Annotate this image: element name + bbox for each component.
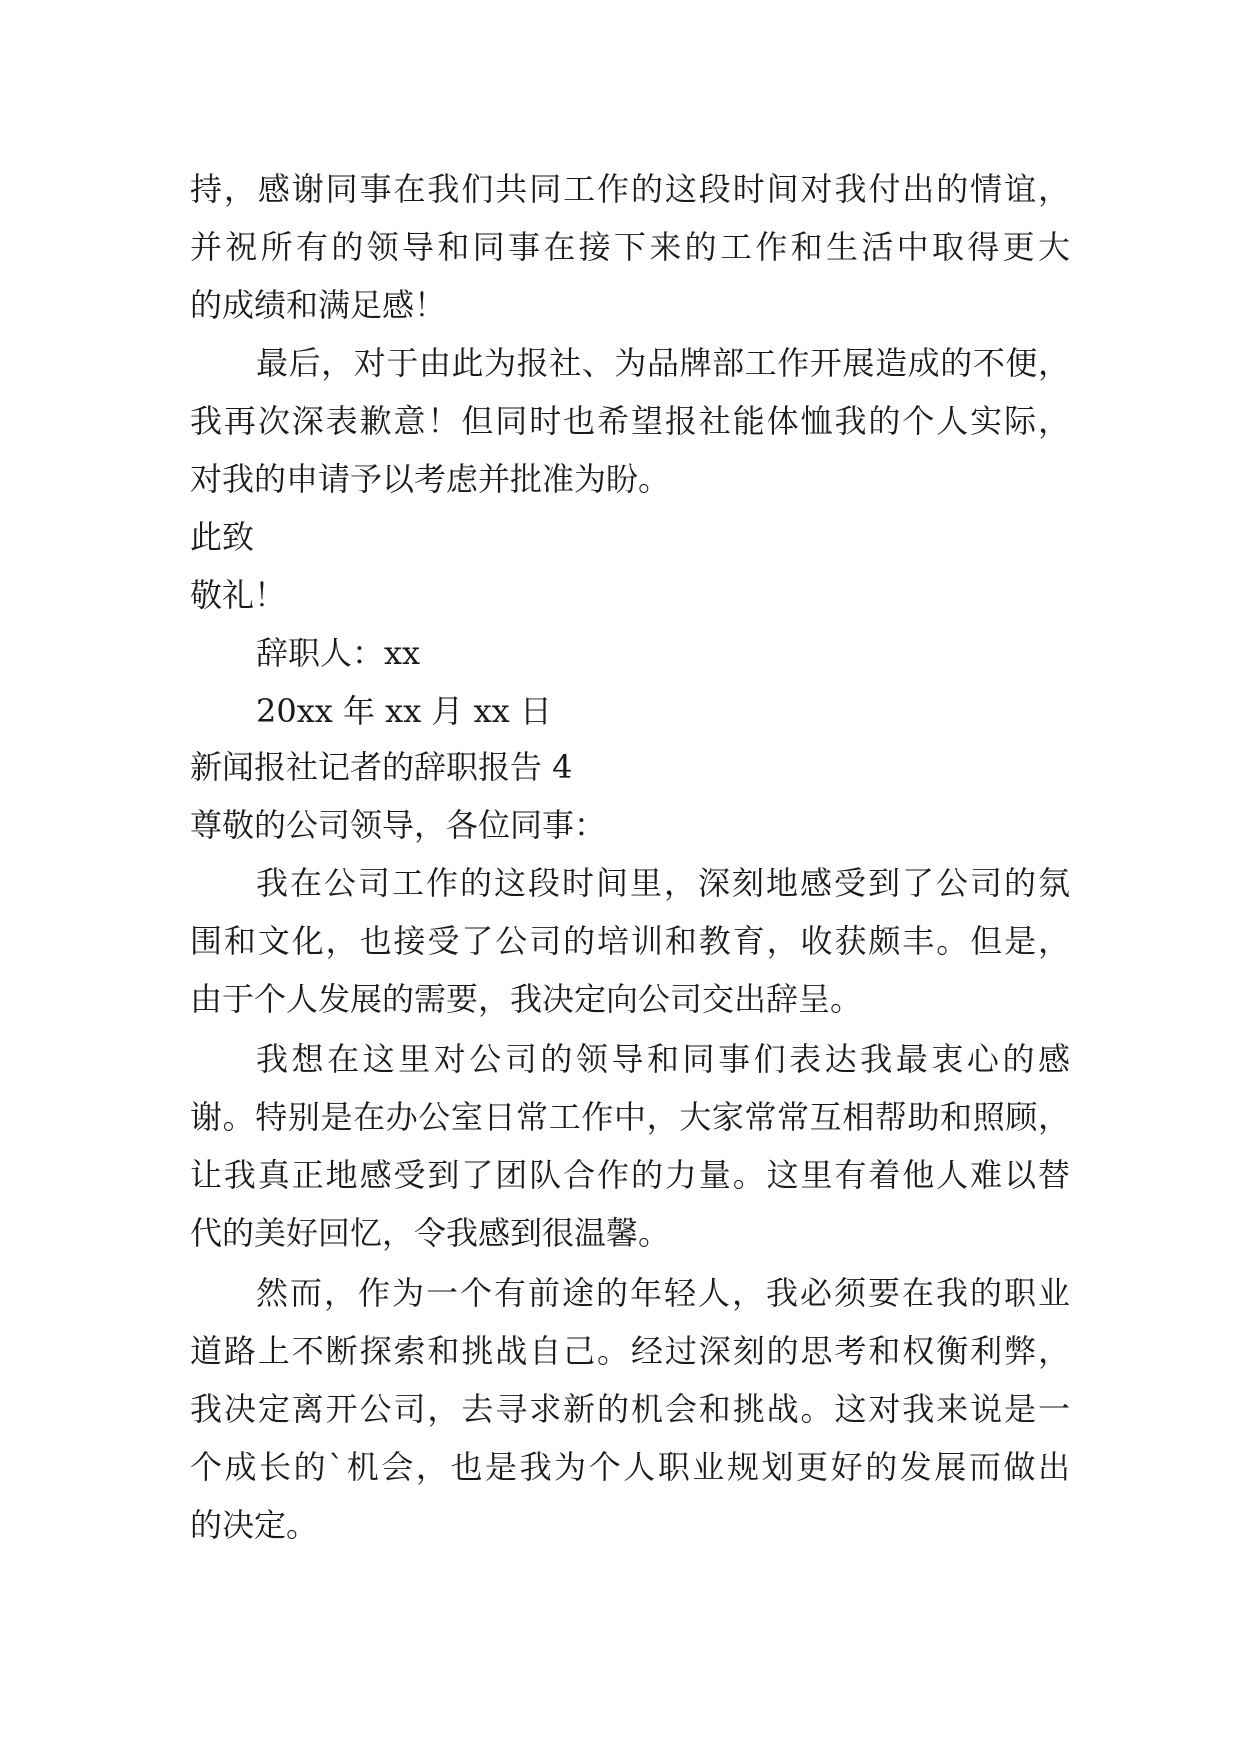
greeting: 尊敬的公司领导，各位同事： — [190, 806, 607, 844]
paragraph-line: 最后，对于由此为报社、为品牌部工作开展造成的不便， — [256, 344, 1070, 382]
paragraph-line: 并祝所有的领导和同事在接下来的工作和生活中取得更大 — [190, 228, 1070, 266]
paragraph-line: 的成绩和满足感！ — [190, 286, 447, 324]
paragraph-line: 个成长的`机会，也是我为个人职业规划更好的发展而做出 — [190, 1448, 1070, 1486]
paragraph-line: 代的美好回忆，令我感到很温馨。 — [190, 1214, 671, 1252]
paragraph-line: 我在公司工作的这段时间里，深刻地感受到了公司的氛 — [256, 864, 1070, 902]
closing-regards: 敬礼！ — [190, 576, 287, 614]
paragraph-line: 围和文化，也接受了公司的培训和教育，收获颇丰。但是， — [190, 922, 1070, 960]
paragraph-line: 然而，作为一个有前途的年轻人，我必须要在我的职业 — [256, 1274, 1070, 1312]
paragraph-line: 让我真正地感受到了团队合作的力量。这里有着他人难以替 — [190, 1156, 1070, 1194]
paragraph-line: 我决定离开公司，去寻求新的机会和挑战。这对我来说是一 — [190, 1390, 1070, 1428]
paragraph-line: 谢。特别是在办公室日常工作中，大家常常互相帮助和照顾， — [190, 1098, 1070, 1136]
paragraph-line: 我想在这里对公司的领导和同事们表达我最衷心的感 — [256, 1040, 1070, 1078]
paragraph-line: 道路上不断探索和挑战自己。经过深刻的思考和权衡利弊， — [190, 1332, 1070, 1370]
date-line: 20xx 年 xx 月 xx 日 — [256, 692, 552, 730]
paragraph-line: 由于个人发展的需要，我决定向公司交出辞呈。 — [190, 980, 863, 1018]
paragraph-line: 持，感谢同事在我们共同工作的这段时间对我付出的情谊， — [190, 170, 1070, 208]
closing-salutation: 此致 — [190, 518, 255, 556]
paragraph-line: 对我的申请予以考虑并批准为盼。 — [190, 460, 671, 498]
paragraph-line: 的决定。 — [190, 1506, 319, 1544]
paragraph-line: 我再次深表歉意！但同时也希望报社能体恤我的个人实际， — [190, 402, 1070, 440]
section-heading: 新闻报社记者的辞职报告 4 — [190, 748, 573, 786]
signature-line: 辞职人：xx — [256, 634, 421, 672]
